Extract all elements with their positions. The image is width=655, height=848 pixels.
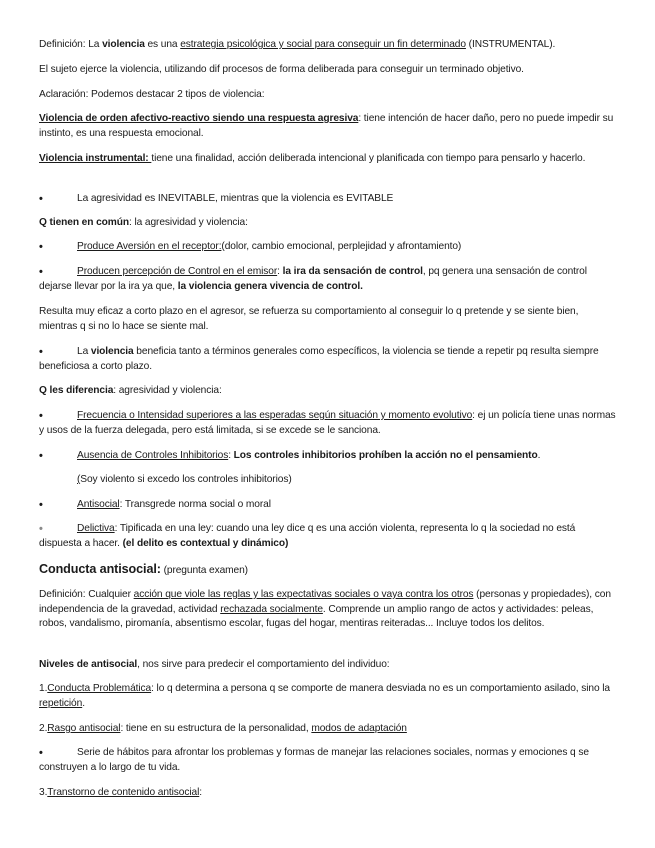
text: : lo q determina a persona q se comporte de manera desviada no es un comportamiento asilado, sino la [151, 683, 610, 694]
text: . [537, 450, 541, 461]
bullet-item-habits: Serie de hábitos para afrontar los problemas y formas de manejar las relaciones sociales, normas y emociones q se construyen a lo largo de tu vida. [39, 747, 589, 773]
bullet-icon: • [39, 266, 43, 278]
bullet-item-antisocial [39, 498, 655, 513]
text: (dolor, cambio emocional, perplejidad y afrontamiento) [221, 241, 462, 252]
bullet-icon: • [39, 499, 43, 511]
paragraph-efficacy: Resulta muy eficaz a corto plazo en el agresor, se refuerza su comportamiento al conseguir lo q pretende y se siente bien, mientras q si no lo hace se siente mal. [39, 306, 579, 332]
bullet-item-frequency [39, 409, 619, 438]
text-underlined: Produce Aversión en el receptor: [77, 241, 222, 252]
text-bold: la violencia genera vivencia de control. [177, 280, 363, 292]
text-underlined: estrategia psicológica y social para conseguir un fin determinado [180, 39, 466, 50]
paragraph-affective-violence [39, 112, 619, 141]
level-3-disorder [39, 786, 619, 801]
text: beneficia tanto a términos generales como específicos, la violencia se tiende a repetir pq resulta siempre beneficiosa a corto plazo. [39, 346, 599, 372]
text-bold: (el delito es contextual y dinámico) [122, 537, 289, 549]
text: : la agresividad y violencia: [129, 217, 248, 228]
text: : [277, 266, 283, 277]
text: : ej un policía tiene unas normas y usos de la fuerza delegada, pero está limitada, si se excede se le sanciona. [39, 410, 616, 436]
text: : Tipificada en una ley: cuando una ley dice q es una acción violenta, representa lo q la sociedad no está dispuesta a hacer. [39, 523, 576, 549]
paragraph-clarification: Aclaración: Podemos destacar 2 tipos de violencia: [39, 89, 265, 100]
text-underlined: rechazada socialmente [220, 603, 323, 615]
definition-violence [39, 38, 619, 53]
text: (pregunta examen) [160, 565, 248, 576]
text: , nos sirve para predecir el comportamiento del individuo: [137, 659, 390, 670]
text: : tiene en su estructura de la personalidad, [120, 723, 312, 734]
bullet-icon: • [39, 523, 43, 535]
text: : tiene intención de hacer daño, pero no puede impedir su instinto, es una respuesta emocional. [39, 113, 614, 139]
text-underlined: Antisocial [77, 499, 120, 510]
paragraph-subject: El sujeto ejerce la violencia, utilizando dif procesos de forma deliberada para conseguir un terminado objetivo. [39, 64, 524, 75]
text-bold: la ira da sensación de control [282, 266, 423, 277]
bullet-item-control [39, 265, 619, 294]
paragraph-differences [39, 384, 619, 399]
text: 1. [39, 683, 48, 694]
heading-text: Conducta antisocial: [39, 562, 161, 576]
bullet-icon: • [39, 241, 43, 253]
text: : [228, 450, 234, 461]
text: . Comprende un amplio rango de actos y actividades: peleas, robos, vandalismo, piromanía, absentismo escolar, fugas del hogar, mentiras reiteradas... Incluye todos los delitos. [39, 603, 594, 630]
bullet-item-inhibitory [39, 449, 655, 464]
text: (INSTRUMENTAL). [465, 39, 556, 50]
bullet-icon: • [39, 193, 43, 205]
text: tiene una finalidad, acción deliberada intencional y planificada con tiempo para pensarlo y hacerlo. [151, 153, 586, 164]
text: : [199, 787, 202, 798]
paragraph-in-common [39, 216, 619, 231]
bullet-item-inevitable: La agresividad es INEVITABLE, mientras que la violencia es EVITABLE [77, 193, 394, 204]
paragraph-inhibitory-note [39, 473, 655, 488]
level-2-trait [39, 722, 619, 737]
text-bold-underlined: Violencia instrumental: [39, 153, 152, 164]
text-bold: Q les diferencia [39, 385, 114, 396]
bullet-icon: • [39, 747, 43, 759]
text-underlined: Producen percepción de Control en el emisor [77, 266, 278, 277]
text-bold: violencia [90, 346, 134, 357]
bullet-icon: • [39, 450, 43, 462]
text-underlined: Ausencia de Controles Inhibitorios [77, 450, 229, 461]
text-underlined: ( [77, 474, 81, 485]
text-underlined: Delictiva [77, 523, 115, 534]
paragraph-levels [39, 658, 619, 673]
text: Definición: Cualquier [39, 589, 134, 600]
text: : agresividad y violencia: [113, 385, 222, 396]
section-heading-antisocial [39, 562, 248, 579]
text: , pq genera una sensación de control dejarse llevar por la ira ya que, [39, 266, 587, 292]
bullet-item-aversion [39, 240, 655, 255]
text: (personas y propiedades), con independencia de la gravedad, actividad [39, 589, 611, 615]
bullet-item-delictiva [39, 522, 619, 551]
text: es una [144, 39, 181, 50]
bullet-icon: • [39, 410, 43, 422]
text-bold: Q tienen en común [39, 217, 129, 228]
bullet-icon: • [39, 346, 43, 358]
text-underlined: repetición [39, 697, 83, 709]
text-underlined: Transtorno de contenido antisocial [47, 787, 200, 798]
paragraph-instrumental-violence [39, 152, 619, 167]
text: La [77, 346, 91, 357]
level-1-problematic [39, 682, 619, 711]
text-underlined: Conducta Problemática [47, 683, 152, 694]
text-underlined: acción que viole las reglas y las expectativas sociales o vaya contra los otros [133, 589, 474, 600]
text-bold: Los controles inhibitorios prohíben la acción no el pensamiento [233, 450, 538, 461]
text-underlined: Rasgo antisocial [47, 723, 121, 734]
text-underlined: Frecuencia o Intensidad superiores a las esperadas según situación y momento evolutivo [77, 410, 473, 421]
text: Soy violento si excedo los controles inhibitorios) [80, 474, 292, 485]
text-bold: violencia [102, 39, 145, 50]
text: Definición: La [39, 39, 103, 50]
text-bold: Niveles de antisocial [39, 659, 138, 670]
definition-antisocial [39, 588, 619, 632]
text: : Transgrede norma social o moral [119, 499, 271, 510]
text-bold-underlined: Violencia de orden afectivo-reactivo siendo una respuesta agresiva [39, 113, 359, 124]
text: . [82, 697, 85, 709]
bullet-item-benefit [39, 345, 619, 374]
text-underlined: modos de adaptación [311, 723, 407, 734]
text: 2. [39, 723, 48, 734]
text: 3. [39, 787, 48, 798]
